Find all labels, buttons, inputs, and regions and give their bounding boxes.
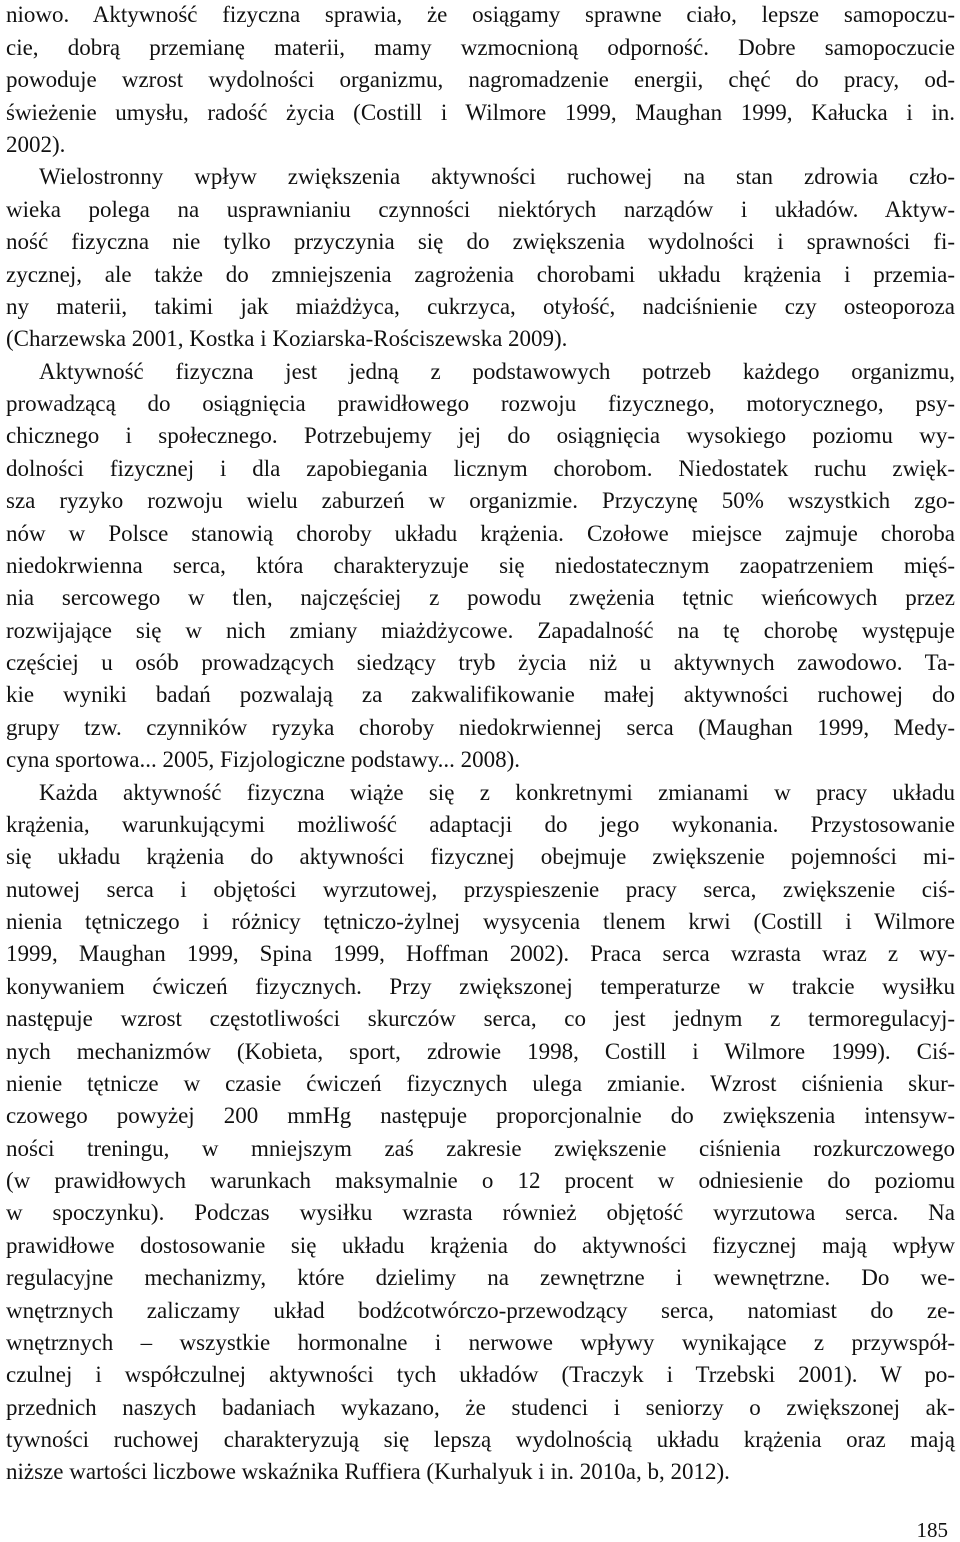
text-line: prowadzącą do osiągnięcia prawidłowego rozwoju fizycznego, motorycznego, psy- <box>6 391 955 416</box>
text-line: sza ryzyko rozwoju wielu zaburzeń w organizmie. Przyczynę 50% wszystkich zgo- <box>6 488 955 513</box>
text-line: konywaniem ćwiczeń fizycznych. Przy zwiększonej temperaturze w trakcie wysiłku <box>6 974 955 999</box>
text-line: tywności ruchowej charakteryzują się lepszą wydolnością układu krążenia oraz mają <box>6 1427 955 1452</box>
text-line: nych mechanizmów (Kobieta, sport, zdrowie 1998, Costill i Wilmore 1999). Ciś- <box>6 1039 955 1064</box>
text-line: prawidłowe dostosowanie się układu krążenia do aktywności fizycznej mają wpływ <box>6 1233 955 1258</box>
text-line: wieka polega na usprawnianiu czynności niektórych narządów i układów. Aktyw- <box>6 197 955 222</box>
text-line: niedokrwienna serca, która charakteryzuje się niedostatecznym zaopatrzeniem mięś- <box>6 553 955 578</box>
text-line: czowego powyżej 200 mmHg następuje proporcjonalnie do zwiększenia intensyw- <box>6 1103 955 1128</box>
text-line: wnętrznych zaliczamy układ bodźcotwórczo-przewodzący serca, natomiast do ze- <box>6 1298 955 1323</box>
text-line: czulnej i współczulnej aktywności tych układów (Traczyk i Trzebski 2001). W po- <box>6 1362 955 1387</box>
text-line: Każda aktywność fizyczna wiąże się z konkretnymi zmianami w pracy układu <box>39 780 955 805</box>
text-line: niowo. Aktywność fizyczna sprawia, że osiągamy sprawne ciało, lepsze samopoczu- <box>6 2 955 27</box>
text-line: nutowej serca i objętości wyrzutowej, przyspieszenie pracy serca, zwiększenie ciś- <box>6 877 955 902</box>
text-line: niższe wartości liczbowe wskaźnika Ruffiera (Kurhalyuk i in. 2010a, b, 2012). <box>6 1459 730 1484</box>
page-number: 185 <box>916 1518 948 1542</box>
text-line: chicznego i społecznego. Potrzebujemy jej do osiągnięcia wysokiego poziomu wy- <box>6 423 955 448</box>
text-line: ny materii, takimi jak miażdżyca, cukrzyca, otyłość, nadciśnienie czy osteoporoza <box>6 294 955 319</box>
text-line: Aktywność fizyczna jest jedną z podstawowych potrzeb każdego organizmu, <box>39 359 955 384</box>
text-line: świeżenie umysłu, radość życia (Costill i Wilmore 1999, Maughan 1999, Kałucka i in. <box>6 100 955 125</box>
text-line: (Charzewska 2001, Kostka i Koziarska-Rościszewska 2009). <box>6 326 568 351</box>
text-line: przednich naszych badaniach wykazano, że studenci i seniorzy o zwiększonej ak- <box>6 1395 955 1420</box>
text-line: 2002). <box>6 132 66 157</box>
text-line: dolności fizycznej i dla zapobiegania licznym chorobom. Niedostatek ruchu zwięk- <box>6 456 955 481</box>
text-line: (w prawidłowych warunkach maksymalnie o 12 procent w odniesienie do poziomu <box>6 1168 955 1193</box>
text-line: rozwijające się w nich zmiany miażdżycowe. Zapadalność na tę chorobę występuje <box>6 618 955 643</box>
text-line: regulacyjne mechanizmy, które dzielimy na zewnętrzne i wewnętrzne. Do we- <box>6 1265 955 1290</box>
text-line: Wielostronny wpływ zwiększenia aktywności ruchowej na stan zdrowia czło- <box>39 164 955 189</box>
text-line: kie wyniki badań pozwalają za zakwalifikowanie małej aktywności ruchowej do <box>6 682 955 707</box>
text-line: następuje wzrost częstotliwości skurczów serca, co jest jednym z termoregulacyj- <box>6 1006 955 1031</box>
text-line: krążenia, warunkującymi możliwość adaptacji do jego wykonania. Przystosowanie <box>6 812 955 837</box>
text-line: częściej u osób prowadzących siedzący tryb życia niż u aktywnych zawodowo. Ta- <box>6 650 955 675</box>
text-line: nienie tętnicze w czasie ćwiczeń fizycznych ulega zmianie. Wzrost ciśnienia skur- <box>6 1071 955 1096</box>
text-line: się układu krążenia do aktywności fizycznej obejmuje zwiększenie pojemności mi- <box>6 844 955 869</box>
text-line: nów w Polsce stanowią choroby układu krążenia. Czołowe miejsce zajmuje choroba <box>6 521 955 546</box>
text-line: grupy tzw. czynników ryzyka choroby niedokrwiennej serca (Maughan 1999, Medy- <box>6 715 955 740</box>
text-line: wnętrznych – wszystkie hormonalne i nerwowe wpływy wynikające z przywspół- <box>6 1330 955 1355</box>
text-line: cie, dobrą przemianę materii, mamy wzmocnioną odporność. Dobre samopoczucie <box>6 35 955 60</box>
text-line: nia sercowego w tlen, najczęściej z powodu zwężenia tętnic wieńcowych przez <box>6 585 955 610</box>
text-line: cyna sportowa... 2005, Fizjologiczne podstawy... 2008). <box>6 747 520 772</box>
text-line: zycznej, ale także do zmniejszenia zagrożenia chorobami układu krążenia i przemia- <box>6 262 955 287</box>
text-line: ności treningu, w mniejszym zaś zakresie zwiększenie ciśnienia rozkurczowego <box>6 1136 955 1161</box>
text-line: nienia tętniczego i różnicy tętniczo-żylnej wysycenia tlenem krwi (Costill i Wilmore <box>6 909 955 934</box>
text-line: powoduje wzrost wydolności organizmu, nagromadzenie energii, chęć do pracy, od- <box>6 67 955 92</box>
text-line: 1999, Maughan 1999, Spina 1999, Hoffman 2002). Praca serca wzrasta wraz z wy- <box>6 941 955 966</box>
text-line: ność fizyczna nie tylko przyczynia się do zwiększenia wydolności i sprawności fi- <box>6 229 955 254</box>
text-line: w spoczynku). Podczas wysiłku wzrasta również objętość wyrzutowa serca. Na <box>6 1200 955 1225</box>
